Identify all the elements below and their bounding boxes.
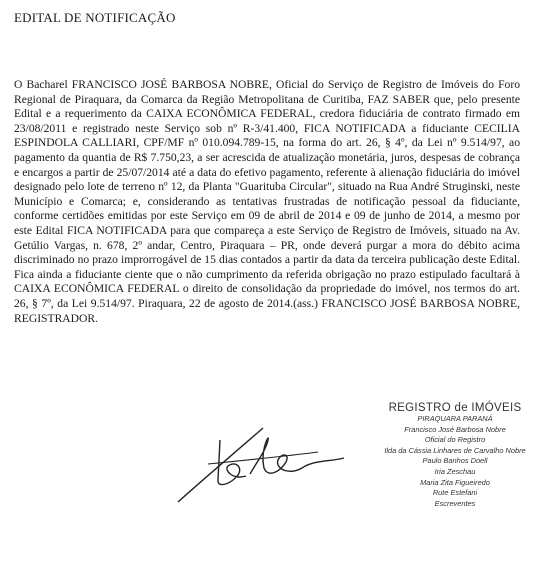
stamp-line: Iria Zeschau xyxy=(434,466,476,476)
stamp-line: Paulo Banhos Doell xyxy=(422,456,488,466)
notice-title: EDITAL DE NOTIFICAÇÃO xyxy=(14,10,176,25)
stamp-line: Francisco José Barbosa Nobre xyxy=(404,424,506,434)
registry-stamp xyxy=(380,402,530,509)
handwritten-signature xyxy=(168,380,358,520)
stamp-heading: REGISTRO de IMÓVEIS xyxy=(388,402,522,414)
stamp-line: Escreventes xyxy=(434,498,476,508)
stamp-line: Ilda da Cássia Linhares de Carvalho Nobre xyxy=(384,445,526,455)
stamp-line: Rute Estefani xyxy=(432,488,478,498)
stamp-line: Maria Zita Figueiredo xyxy=(420,477,490,487)
notice-body: O Bacharel FRANCISCO JOSÉ BARBOSA NOBRE, Oficial do Serviço de Registro de Imóveis do Foro Regional de Piraquara, da Comarca da Região Metropolitana de Curitiba, FAZ SABER que, pelo presente Edital e a requerimento da CAIXA ECONÔMICA FEDERAL, credora fiduciária de contrato firmado em 23/08/2011 e registrado neste Serviço sob nº R-3/41.400, FICA NOTIFICADA a fiduciante CECILIA ESPINDOLA CALLIARI, CPF/MF nº 010.094.789-15, na forma do art. 26, § 4º, da Lei nº 9.514/97, ao pagamento da quantia de R$ 7.750,23, a ser acrescida de atualização monetária, juros, despesas de cobrança e encargos a partir de 25/07/2014 até a data do efetivo pagamento, referente à alienação fiduciária do imóvel designado pelo lote de terreno nº 12, da Planta "Guarituba Circular", situado na Rua André Struginski, neste Município e Comarca; e, considerando as tentativas frustradas de notificação pessoal da fiduciante, conforme certidões emitidas por este Serviço em 09 de abril de 2014 e 09 de junho de 2014, a mesmo por este Edital FICA NOTIFICADA para que compareça a este Serviço de Registro de Imóveis, situado na Av. Getúlio Vargas, n. 678, 2º andar, Centro, Piraquara – PR, onde deverá purgar a mora do débito acima discriminado no prazo improrrogável de 15 dias contados a partir da data da terceira publicação deste Edital. Fica ainda a fiduciante ciente que o não cumprimento da referida obrigação no prazo estipulado facultará à CAIXA ECONÔMICA FEDERAL o direito de consolidação da propriedade do imóvel, nos termos do art. 26, § 7º, da Lei 9.514/97. Piraquara, 22 de agosto de 2014.(ass.) FRANCISCO JOSÉ BARBOSA NOBRE, REGISTRADOR. xyxy=(14,78,520,325)
stamp-line: Oficial do Registro xyxy=(424,435,486,445)
stamp-line: PIRAQUARA PARANÁ xyxy=(417,414,493,423)
